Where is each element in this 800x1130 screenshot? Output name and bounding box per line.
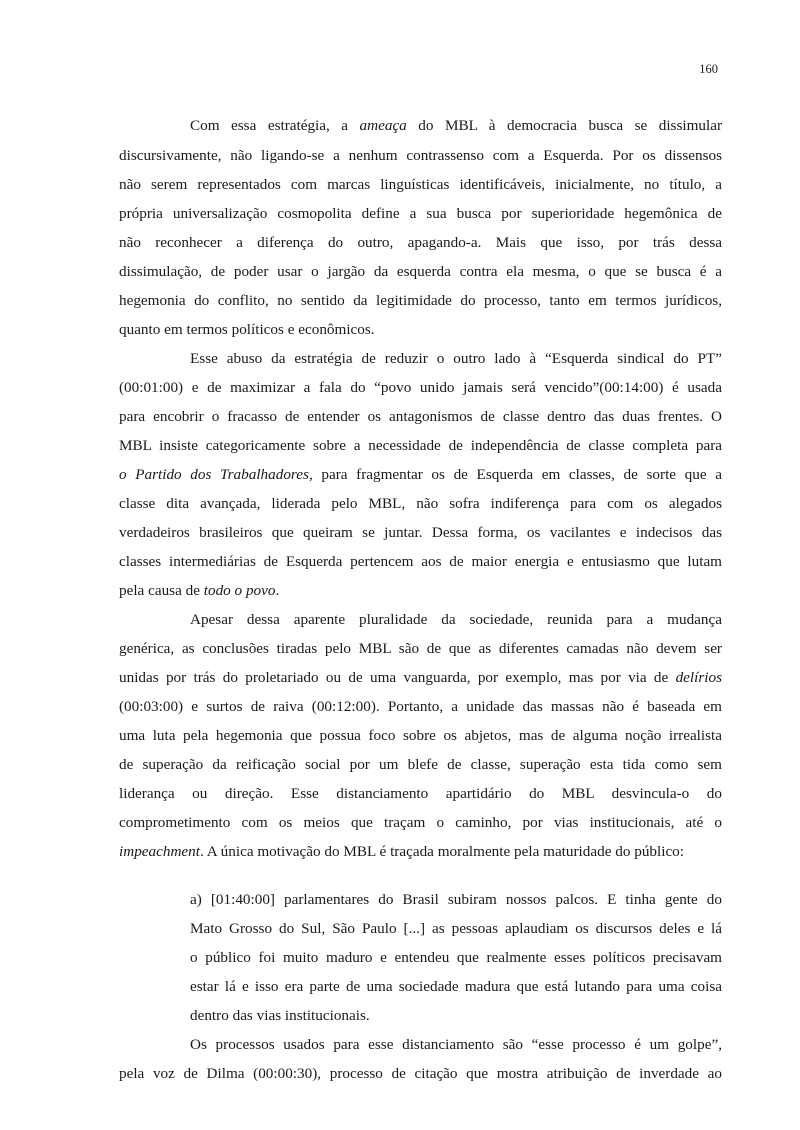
quote-line: dentro das vias institucionais. [190, 1007, 370, 1024]
text-line: dissimulação, de poder usar o jargão da esquerda contra ela mesma, o que se busca é a [119, 263, 722, 280]
text-line: liderança ou direção. Esse distanciamento apartidário do MBL desvincula-o do [119, 785, 722, 802]
text-line: Com essa estratégia, a ameaça do MBL à democracia busca se dissimular [190, 117, 722, 134]
text-line: o Partido dos Trabalhadores, para fragmentar os de Esquerda em classes, de sorte que a [119, 466, 722, 483]
text-line: comprometimento com os meios que traçam o caminho, por vias institucionais, até o [119, 814, 722, 831]
text-line: não serem representados com marcas linguísticas identificáveis, inicialmente, no título, a [119, 176, 722, 193]
text-line: uma luta pela hegemonia que possua foco sobre os abjetos, mas de alguma noção irrealista [119, 727, 722, 744]
text-line: verdadeiros brasileiros que queiram se juntar. Dessa forma, os vacilantes e indecisos das [119, 524, 722, 541]
text-line: impeachment. A única motivação do MBL é traçada moralmente pela maturidade do público: [119, 843, 684, 860]
text-line: classes intermediárias de Esquerda pertencem aos de maior energia e entusiasmo que lutam [119, 553, 722, 570]
text-line: Os processos usados para esse distanciamento são “esse processo é um golpe”, [190, 1036, 722, 1053]
text-line: (00:03:00) e surtos de raiva (00:12:00). Portanto, a unidade das massas não é baseada em [119, 698, 722, 715]
text-line: MBL insiste categoricamente sobre a necessidade de independência de classe completa para [119, 437, 722, 454]
text-line: hegemonia do conflito, no sentido da legitimidade do processo, tanto em termos jurídicos, [119, 292, 722, 309]
text-line: não reconhecer a diferença do outro, apagando-a. Mais que isso, por trás dessa [119, 234, 722, 251]
text-line: unidas por trás do proletariado ou de uma vanguarda, por exemplo, mas por via de delírios [119, 669, 722, 686]
text-line: pela voz de Dilma (00:00:30), processo de citação que mostra atribuição de inverdade ao [119, 1065, 722, 1082]
text-line: genérica, as conclusões tiradas pelo MBL são de que as diferentes camadas não devem ser [119, 640, 722, 657]
text-line: para encobrir o fracasso de entender os antagonismos de classe dentro das duas frentes. O [119, 408, 722, 425]
text-line: (00:01:00) e de maximizar a fala do “povo unido jamais será vencido”(00:14:00) é usada [119, 379, 722, 396]
text-line: própria universalização cosmopolita define a sua busca por superioridade hegemônica de [119, 205, 722, 222]
quote-line: Mato Grosso do Sul, São Paulo [...] as pessoas aplaudiam os discursos deles e lá [190, 920, 722, 937]
quote-line: o público foi muito maduro e entendeu que realmente esses políticos precisavam [190, 949, 722, 966]
page-number: 160 [699, 62, 718, 76]
text-line: quanto em termos políticos e econômicos. [119, 321, 375, 338]
text-line: classe dita avançada, liderada pelo MBL, não sofra indiferença para com os alegados [119, 495, 722, 512]
text-line: Apesar dessa aparente pluralidade da sociedade, reunida para a mudança [190, 611, 722, 628]
text-line: pela causa de todo o povo. [119, 582, 280, 599]
quote-line: a) [01:40:00] parlamentares do Brasil subiram nossos palcos. E tinha gente do [190, 891, 722, 908]
text-line: de superação da reificação social por um blefe de classe, superação esta tida como sem [119, 756, 722, 773]
text-line: Esse abuso da estratégia de reduzir o outro lado à “Esquerda sindical do PT” [190, 350, 722, 367]
text-line: discursivamente, não ligando-se a nenhum contrassenso com a Esquerda. Por os dissensos [119, 147, 722, 164]
quote-line: estar lá e isso era parte de uma sociedade madura que está lutando para uma coisa [190, 978, 722, 995]
